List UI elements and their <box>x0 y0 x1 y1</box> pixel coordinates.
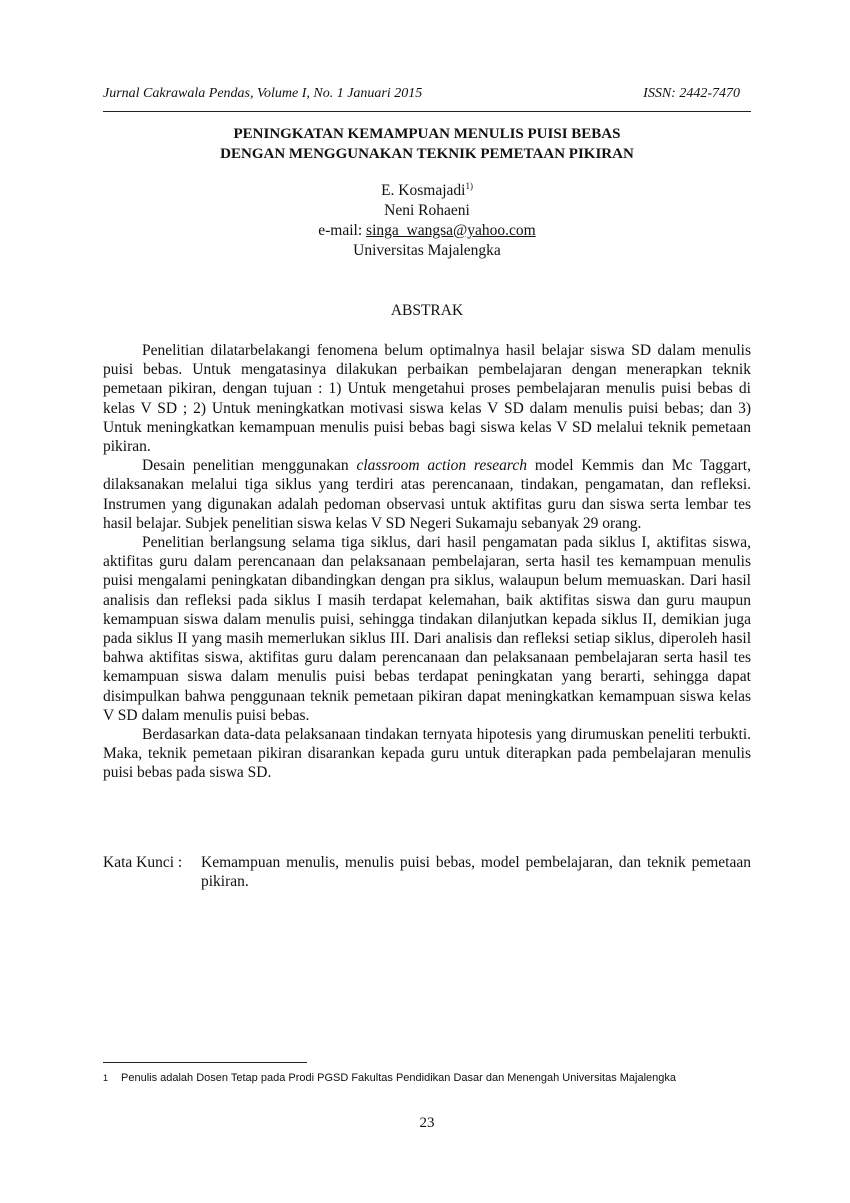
abstract-p2-italic: classroom action research <box>356 457 528 475</box>
author-block <box>103 181 751 261</box>
email-link[interactable]: singa_wangsa@yahoo.com <box>366 222 536 239</box>
abstract-paragraph-3: Penelitian berlangsung selama tiga siklus, dari hasil pengamatan pada siklus I, aktifitas siswa, aktifitas guru dalam perencanaan dan pelaksanaan pembelajaran, serta hasil tes kemampuan menulis puisi mengalami peningkatan dibandingkan dengan pra siklus, walaupun belum memuaskan. Dari hasil analisis dan refleksi pada siklus I masih terdapat kelemahan, baik aktifitas siswa dan guru maupun kemampuan siswa dalam menulis puisi, sehingga tindakan dilanjutkan kepada siklus II, demikian juga pada siklus II yang masih memerlukan siklus III. Dari analisis dan refleksi setiap siklus, diperoleh hasil bahwa aktifitas siswa, aktifitas guru dalam perencanaan dan pelaksanaan pembelajaran serta hasil tes kemampuan siswa dalam menulis puisi bebas terdapat peningkatan yang berarti, sehingga dapat disimpulkan bahwa penggunaan teknik pemetaan pikiran dapat meningkatkan kemampuan siswa kelas V SD dalam menulis puisi bebas. <box>103 534 751 724</box>
abstract-paragraph-4: Berdasarkan data-data pelaksanaan tindakan ternyata hipotesis yang dirumuskan peneliti terbukti. Maka, teknik pemetaan pikiran disarankan kepada guru untuk diterapkan pada pembelajaran menulis puisi bebas pada siswa SD. <box>103 726 751 782</box>
author-1-footnote-mark: 1) <box>465 181 473 191</box>
abstract-paragraph-2 <box>103 456 751 533</box>
email-label: e-mail: <box>318 222 367 239</box>
abstract-body <box>103 341 751 783</box>
paper-title <box>103 124 751 164</box>
journal-citation: Jurnal Cakrawala Pendas, Volume I, No. 1 Januari 2015 <box>103 86 423 101</box>
affiliation: Universitas Majalengka <box>353 242 501 259</box>
footnote <box>103 1071 751 1086</box>
author-2: Neni Rohaeni <box>384 202 470 219</box>
keywords <box>103 853 751 891</box>
author-1 <box>103 181 751 201</box>
header-rule <box>103 111 751 112</box>
abstract-paragraph-1: Penelitian dilatarbelakangi fenomena belum optimalnya hasil belajar siswa SD dalam menulis puisi bebas. Untuk mengatasinya dilakukan perbaikan pembelajaran dengan menerapkan teknik pemetaan pikiran, dengan tujuan : 1) Untuk mengetahui proses pembelajaran menulis puisi bebas di kelas V SD ; 2) Untuk meningkatkan motivasi siswa kelas V SD dalam menulis puisi bebas; dan 3) Untuk meningkatkan kemampuan menulis puisi bebas bagi siswa kelas V SD melalui teknik pemetaan pikiran. <box>103 342 751 456</box>
issn: ISSN: 2442-7470 <box>643 86 740 101</box>
author-1-name: E. Kosmajadi <box>381 182 466 199</box>
title-line-1: PENINGKATAN KEMAMPUAN MENULIS PUISI BEBAS <box>233 126 621 142</box>
abstract-p2-before: Desain penelitian menggunakan <box>142 457 357 475</box>
footnote-text: Penulis adalah Dosen Tetap pada Prodi PGSD Fakultas Pendidikan Dasar dan Menengah Universitas Majalengka <box>121 1072 677 1084</box>
footnote-mark: 1 <box>103 1073 109 1083</box>
title-line-2: DENGAN MENGGUNAKAN TEKNIK PEMETAAN PIKIRAN <box>220 146 634 162</box>
footnote-rule <box>103 1062 307 1063</box>
abstract-heading: ABSTRAK <box>390 302 464 319</box>
email-line <box>103 221 751 241</box>
abstract-p2-after: model Kemmis dan Mc Taggart, dilaksanakan melalui tiga siklus yang terdiri atas perencanaan, tindakan, pengamatan, dan refleksi. Instrumen yang digunakan adalah pedoman observasi untuk aktifitas guru dan siswa serta lembar tes hasil belajar. Subjek penelitian siswa kelas V SD Negeri Sukamaju sebanyak 29 orang. <box>103 457 751 532</box>
keywords-text: Kemampuan menulis, menulis puisi bebas, model pembelajaran, dan teknik pemetaan pikiran. <box>201 854 751 891</box>
page-number: 23 <box>419 1115 435 1131</box>
keywords-label: Kata Kunci : <box>103 854 183 871</box>
